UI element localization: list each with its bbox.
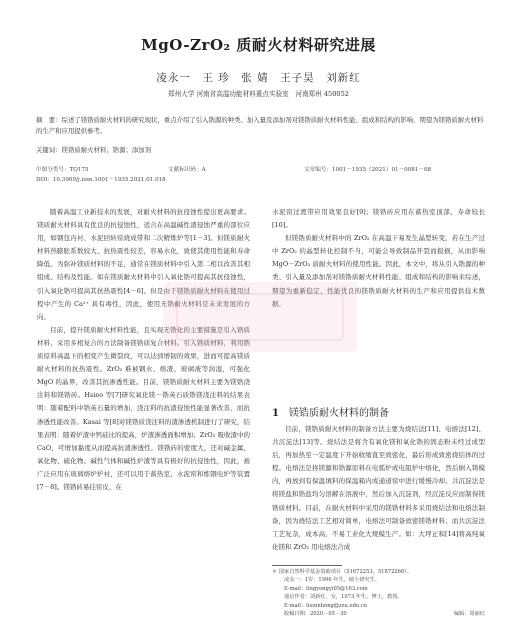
footnotes (272, 568, 485, 618)
section-number: 1 (272, 408, 279, 419)
paper-authors: 凌永一 王 珍 张 婧 王子昊 刘新红 (156, 72, 361, 84)
editor: 编辑：周丽红 (453, 611, 485, 618)
footnote-email: E-mail：lingyongyi05@163.com (284, 585, 368, 592)
keywords: 关键词：镁锆质耐火材料；锆源；添加剂 (36, 146, 152, 154)
footnote-fund: ＊ 国家自然科学基金资助项目（51672253，51872266）。 (272, 569, 413, 575)
clc-number: 中图分类号：TQ175 (36, 167, 89, 173)
body-paragraph: 目前，镁锆质耐火材料的制备方法主要为烧结法[11]、电熔法[12]、共沉淀法[13]等。烧结法是将含有氧化镁和氧化锆的固态粉末经过成型后，再加热至一定温度下开始收缩直至致密化，最后形成致密烧结体的过程。电熔法是将镁源和锆源原料在电弧炉或电阻炉中熔化，然后倒入铸模内，再放到有保温填料的保温箱内或通道窑中进行缓慢冷却。共沉淀法是将镁盐和锆盐均匀溶解在溶液中，然后加入沉淀剂，经沉淀反应而制得镁锆质材料。目前，在耐火材料中采用的镁锆材料多采用烧结法和电熔法制备，因为烧结法工艺相对简单，电熔法可制备致密镁锆材料；而共沉淀法工艺复杂，成本高，不易工业化大规模生产。如：大坪正和[14]将高纯氧化镁和 ZrO₂ 用电熔法合成 (272, 425, 485, 551)
footnote-author: 凌永一：1岁：1996 年生，硕士研究生。 (284, 577, 380, 584)
section-heading (272, 404, 389, 419)
body-right-column-top (272, 206, 485, 311)
document-code: 文献标识码：A (168, 167, 206, 173)
paper-title: MgO-ZrO₂ 质耐火材料研究进展 (141, 36, 376, 54)
footnote-email: E-mail：liuxinhong@zzu.edu.cn (284, 602, 368, 609)
doi: DOI：10.3969/j.issn.1001－1935.2021.01.018 (36, 177, 166, 183)
article-number: 文章编号：1001－1935（2021）01－0081－08 (304, 167, 432, 173)
received-date: 收稿日期：2020－05－30 (284, 611, 347, 618)
footnote-received-row (272, 610, 485, 618)
article-meta (36, 165, 484, 185)
footnote-corresponding-author: 通信作者：刘新红，女，1973 年生，博士，教授。 (284, 594, 403, 601)
body-right-column-bottom (272, 423, 485, 554)
abstract: 摘 要：综述了镁锆质耐火材料的研究现状，重点介绍了引入锆源的种类、加入量及添加剂对镁锆质耐火材料性能、组成和结构的影响，期望为镁锆质耐火材料的生产和应用提供参考。 (36, 116, 484, 135)
footnote-divider (272, 565, 342, 566)
body-paragraph: 水泥窑过渡带应用效果良好[9]；镁锆砖应用在蓄热室顶部，寿命较长[10]。 (272, 208, 485, 230)
body-paragraph: 目前，提升镁质耐火材料性能，且实现无锆化的主要措施是引入锆质材料，采用多相复合的方法制备镁锆质复合材料。引入锆质材料，利用锆质原料高温下的相变产生微裂纹，可以达到增韧的效果，进而可提高镁质耐火材料的抗热震性。ZrO₂ 难被钢水、熔渣、玻璃液等润湿，可强化 MgO 的晶界，改善其抗渗透性能。目前，镁锆质耐火材料主要为镁锆浇注料和镁锆砖。Hsieo 等[7]研究氧化镁－锆英石质锆镁浇注料的结果表明：随着配料中锆英石量的增加，浇注料的抗渣侵蚀性能显著改善，而抗渗透性能改善。Kasai 等[8]对镁锆质浇注料的渣渗透机制进行了研究，结果表明：随着炉渣中钙硅比的提高，炉渣渗透面积增加；ZrO₂ 吸收渣中的 CaO，可增加黏度从而提高抗渣渗透性。镁锆砖的密度大，还对碱金属、氧化物、硫化物、碱性气体和碱性炉渣等具有极好的抗侵蚀性，因此，被广泛应用在玻璃熔炉炉衬，还可以用于蓄热室、水泥窑和炼钢电炉等装置[7－8]。镁锆砖易挂窑皮，在 (37, 325, 250, 491)
section-title: 镁锆质耐火材料的制备 (288, 408, 389, 419)
body-paragraph: 但镁锆质耐火材料中的 ZrO₂ 在高温下易发生晶型转变，若在生产过中 ZrO₂ 的晶型转化控制不当，可能会导致制品开裂而报损，从而影响 MgO－ZrO₂ 质耐火材料的使用性能。因此，本文中，将从引入锆源的种类、引入量及添加剂对镁锆质耐火材料性能、组成和结构的影响来综述，期望为重新稳定、性能优良的镁锆质耐火材料的生产和应用提供技术数据。 (272, 234, 485, 308)
body-paragraph: 随着高温工业新技术的发展，对耐火材料的抗侵蚀性提出更高要求。镁质耐火材料具有优良的抗侵蚀性，适合在高温碱性渣侵蚀严重的部位应用，如钢包内衬、水泥回转窑烧成带和二次精炼炉等[1－3]。但镁质耐火材料热膨胀系数较大、抗热震性较差，容易水化，致使其使用性能和寿命降低。为弥补镁质材料的不足，通常在镁质材料中引入第二相以改善其相组成、结构及性能。如在镁质耐火材料中引入氧化锆可提高其抗侵蚀性，引入氧化锆可提高其抗热震性[4－6]。但是由于镁锆质耐火材料在使用过程中产生的 Ca²⁺ 具有毒性，因此，使用无锆耐火材料是未来发展的方向。 (37, 208, 250, 321)
paper-affiliation: 郑州大学 河南省高温功能材料重点实验室 河南郑州 450052 (167, 90, 350, 98)
body-left-column (37, 206, 250, 494)
